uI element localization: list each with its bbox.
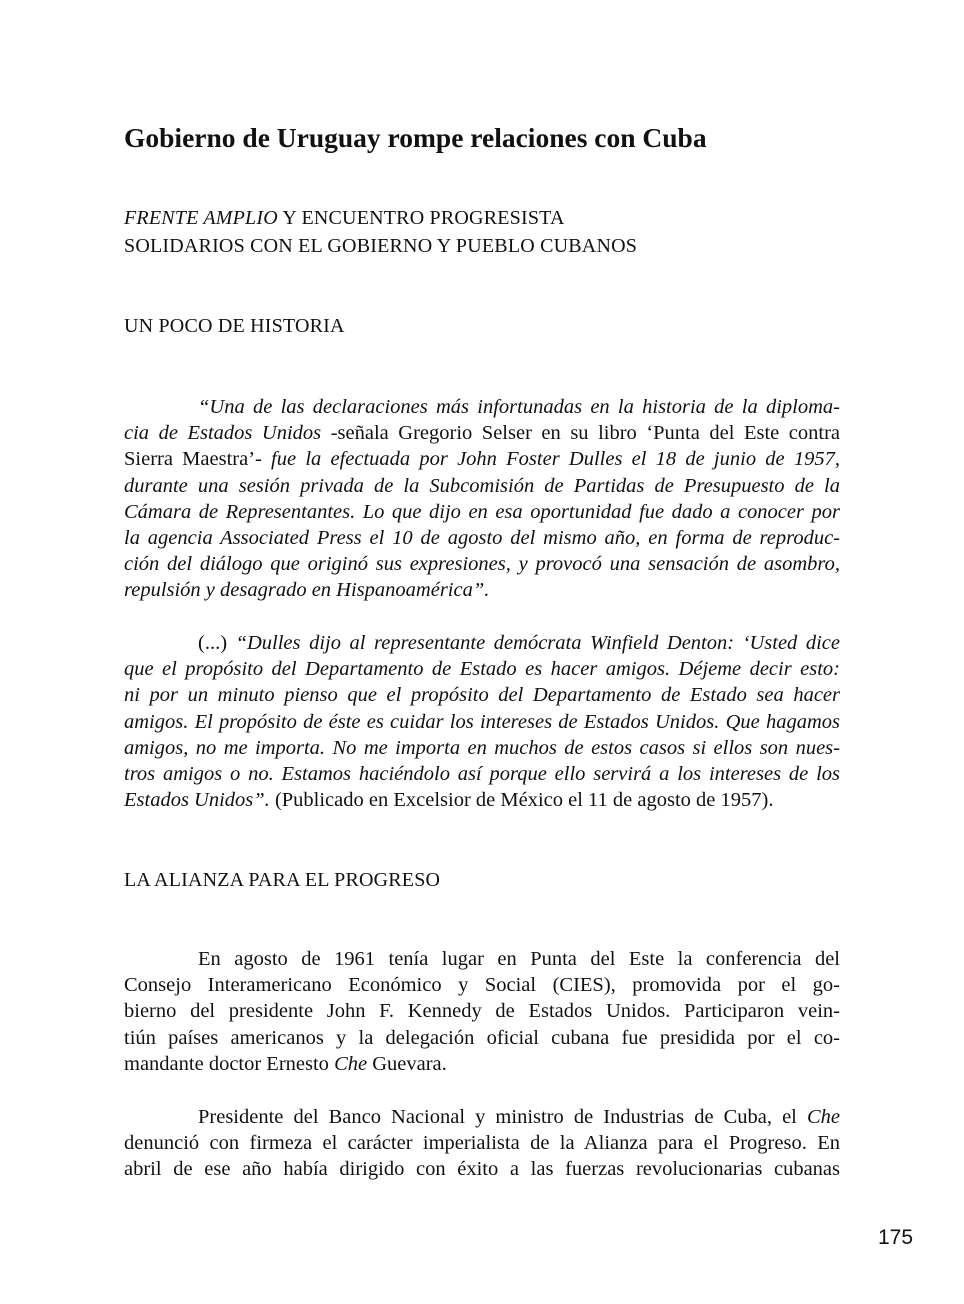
text-line: ni por un minuto pienso que el propósito del Departamento de Estado sea hacer — [124, 684, 840, 707]
subtitle — [124, 204, 840, 260]
text-line — [124, 420, 840, 446]
text-line — [124, 446, 840, 472]
text-span: mandante doctor Ernesto — [124, 1052, 335, 1075]
text-span: Che — [806, 1106, 840, 1128]
text-line: denunció con firmeza el carácter imperialista de la Alianza para el Progreso. En — [124, 1132, 840, 1155]
text-line: Cámara de Representantes. Lo que dijo en esa oportunidad fue dado a conocer por — [124, 500, 840, 523]
text-line: tros amigos o no. Estamos haciéndolo así porque ello servirá a los intereses de los — [124, 763, 840, 786]
text-span: fue la efectuada por John Foster Dulles el 18 de junio de 1957, — [261, 448, 840, 471]
text-line — [124, 630, 840, 656]
text-span: Che — [334, 1052, 368, 1075]
text-span: (...) — [198, 632, 228, 654]
page-title: Gobierno de Uruguay rompe relaciones con Cuba — [124, 122, 707, 153]
text-line: amigos, no me importa. No me importa en muchos de estos casos si ellos son nues- — [124, 736, 840, 759]
subtitle-line-2: SOLIDARIOS CON EL GOBIERNO Y PUEBLO CUBANOS — [124, 235, 638, 257]
quote-paragraph-2 — [124, 630, 840, 813]
body-paragraph-2 — [124, 1104, 840, 1183]
subtitle-rest: Y ENCUENTRO PROGRESISTA — [277, 207, 565, 229]
body-paragraph-1 — [124, 946, 840, 1077]
section-heading-history: UN POCO DE HISTORIA — [124, 315, 345, 337]
text-span: Estados Unidos”. — [124, 789, 270, 812]
text-line: repulsión y desagrado en Hispanoamérica”. — [124, 579, 490, 602]
text-line: amigos. El propósito de éste es cuidar los intereses de Estados Unidos. Que hagamos — [124, 710, 840, 733]
text-line: bierno del presidente John F. Kennedy de Estados Unidos. Participaron vein- — [124, 1000, 840, 1023]
text-span: “Dulles dijo al representante demócrata Winfield Denton: ‘Usted dice — [227, 632, 840, 654]
page-number: 175 — [878, 1226, 914, 1249]
text-span: cia de Estados Unidos — [124, 422, 322, 445]
text-line: la agencia Associated Press el 10 de agosto del mismo año, en forma de reproduc- — [124, 527, 840, 550]
text-line: tiún países americanos y la delegación oficial cubana fue presidida por el co- — [124, 1026, 840, 1049]
text-line — [124, 787, 840, 813]
text-line: abril de ese año había dirigido con éxito a las fuerzas revolucionarias cubanas — [124, 1158, 840, 1181]
text-line — [124, 1051, 840, 1077]
text-line: durante una sesión privada de la Subcomisión de Partidas de Presupuesto de la — [124, 474, 840, 497]
text-span: Sierra Maestra’- — [124, 448, 262, 471]
text-line: “Una de las declaraciones más infortunadas en la historia de la diploma- — [198, 396, 840, 418]
subtitle-line-1 — [124, 204, 840, 232]
text-span: Presidente del Banco Nacional y ministro de Industrias de Cuba, el — [198, 1106, 807, 1128]
text-line: ción del diálogo que originó sus expresiones, y provocó una sensación de asombro, — [124, 553, 840, 576]
section-heading-alliance: LA ALIANZA PARA EL PROGRESO — [124, 869, 441, 891]
text-line — [124, 1104, 840, 1130]
subtitle-italic: FRENTE AMPLIO — [124, 207, 278, 229]
text-line: que el propósito del Departamento de Estado es hacer amigos. Déjeme decir esto: — [124, 658, 840, 681]
text-span: (Publicado en Excelsior de México el 11 de agosto de 1957). — [269, 789, 774, 812]
text-span: -señala Gregorio Selser en su libro ‘Punta del Este contra — [321, 422, 841, 445]
text-line: En agosto de 1961 tenía lugar en Punta del Este la conferencia del — [198, 948, 840, 970]
text-line: Consejo Interamericano Económico y Social (CIES), promovida por el go- — [124, 974, 840, 997]
text-span: Guevara. — [367, 1052, 447, 1075]
quote-paragraph-1 — [124, 394, 840, 604]
